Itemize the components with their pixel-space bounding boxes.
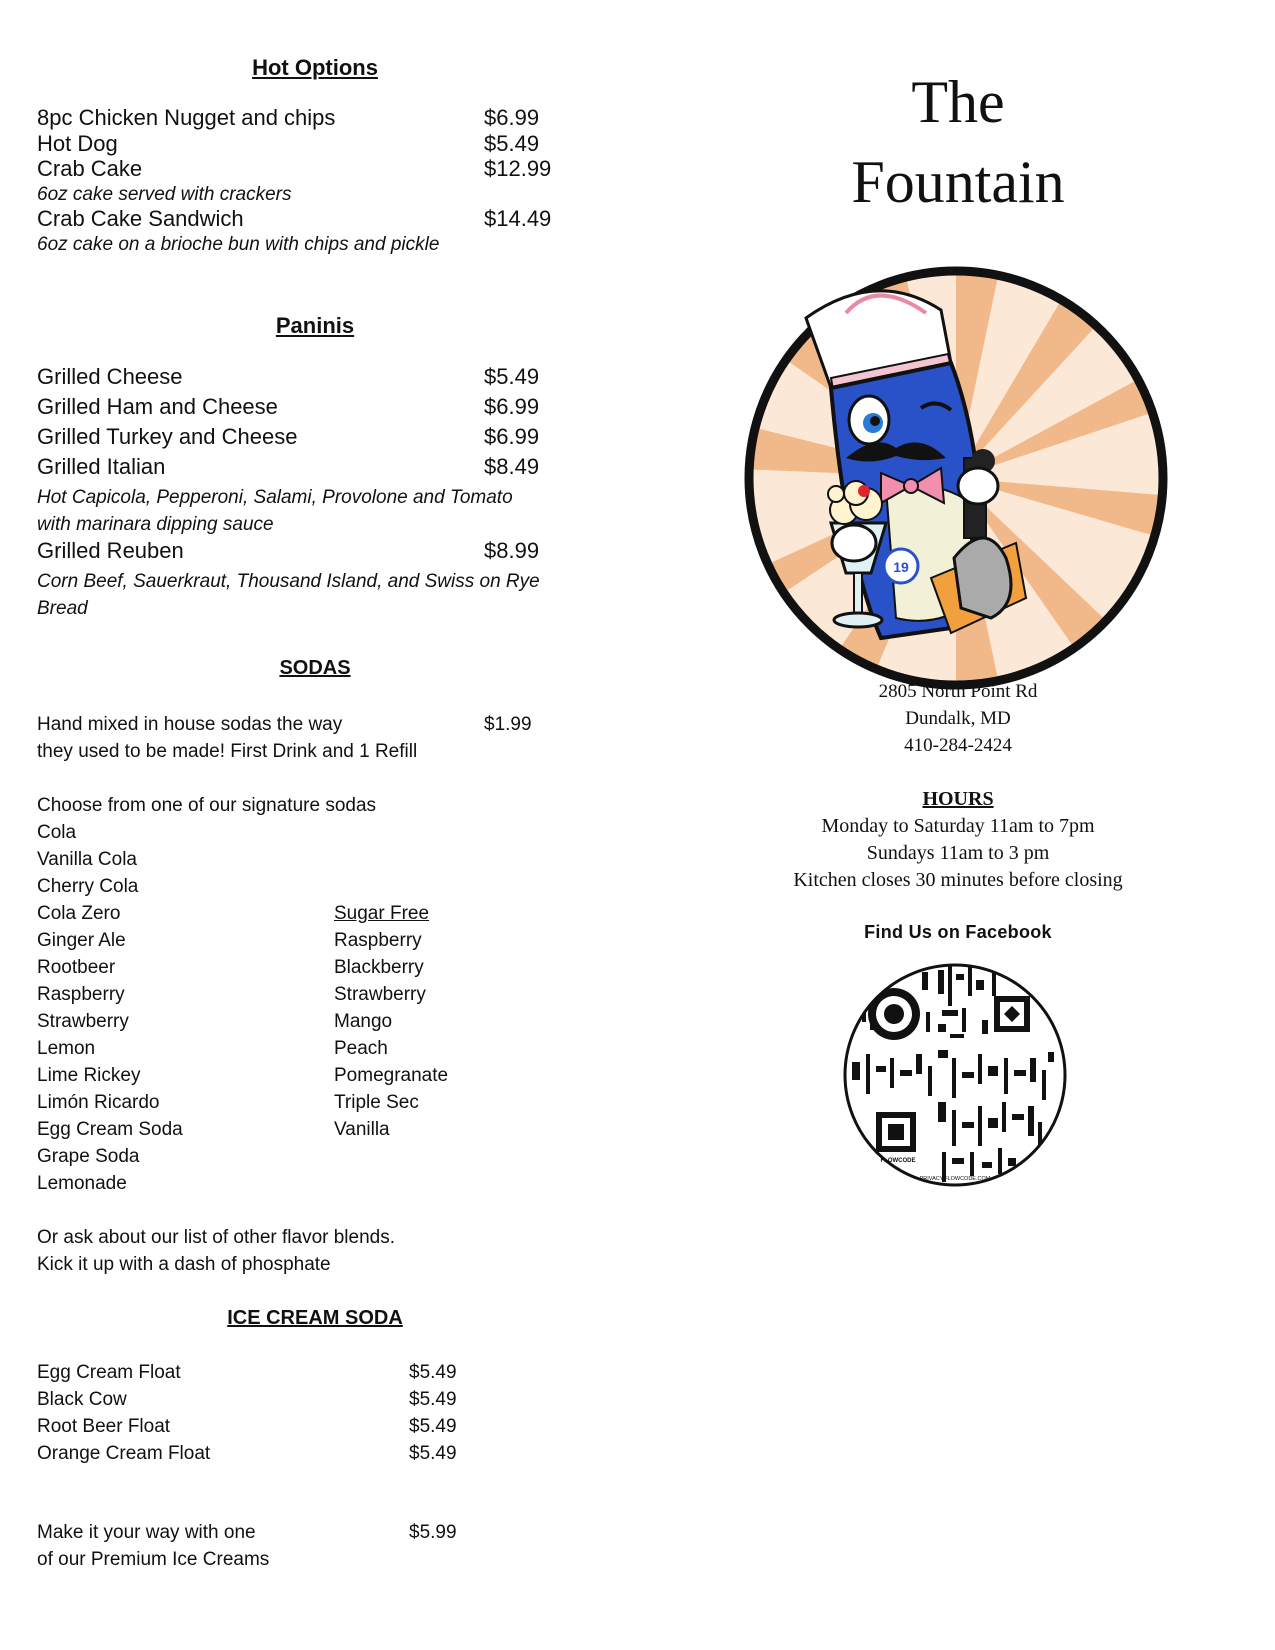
logo-badge-text: 19 xyxy=(893,559,909,575)
soda-flavor: Strawberry xyxy=(37,1011,129,1032)
menu-item-name: Grilled Ham and Cheese xyxy=(37,394,278,419)
phone-text: 410-284-2424 xyxy=(904,735,1012,756)
menu-item-price: $6.99 xyxy=(484,424,540,449)
menu-item-price: $8.49 xyxy=(484,454,540,479)
sugar-free-flavor: Vanilla xyxy=(334,1119,390,1140)
menu-item-price: $5.49 xyxy=(484,131,540,156)
hours-line: Kitchen closes 30 minutes before closing xyxy=(793,869,1123,891)
hours-title: HOURS xyxy=(922,788,994,810)
soda-flavor: Lemon xyxy=(37,1038,96,1059)
hot-options-title: Hot Options xyxy=(252,55,378,80)
soda-flavor: Limón Ricardo xyxy=(37,1092,160,1113)
sugar-free-flavor: Strawberry xyxy=(334,984,426,1005)
premium-line: of our Premium Ice Creams xyxy=(37,1549,270,1570)
menu-item-description: Bread xyxy=(37,598,88,619)
menu-item-price: $6.99 xyxy=(484,105,540,130)
menu-item-name: Crab Cake Sandwich xyxy=(37,206,244,231)
float-item-name: Root Beer Float xyxy=(37,1416,171,1437)
float-item-price: $5.49 xyxy=(409,1389,457,1410)
soda-flavor: Lime Rickey xyxy=(37,1065,141,1086)
hours-line: Sundays 11am to 3 pm xyxy=(866,842,1050,864)
sugar-free-flavor: Raspberry xyxy=(334,930,422,951)
brand-title-line2: Fountain xyxy=(851,149,1065,215)
menu-item-description: 6oz cake served with crackers xyxy=(37,184,292,205)
soda-flavor: Rootbeer xyxy=(37,957,116,978)
sugar-free-flavor: Pomegranate xyxy=(334,1065,449,1086)
sugar-free-flavor: Mango xyxy=(334,1011,393,1032)
float-item-name: Black Cow xyxy=(37,1389,127,1410)
mascot-logo xyxy=(736,258,1176,698)
menu-item-name: 8pc Chicken Nugget and chips xyxy=(37,105,336,130)
menu-item-description: 6oz cake on a brioche bun with chips and pickle xyxy=(37,234,440,255)
menu-item-price: $5.49 xyxy=(484,364,540,389)
paninis-title: Paninis xyxy=(275,313,355,338)
float-item-price: $5.49 xyxy=(409,1362,457,1383)
sugar-free-title: Sugar Free xyxy=(334,903,430,924)
sugar-free-flavor: Blackberry xyxy=(334,957,424,978)
menu-item-name: Crab Cake xyxy=(37,156,143,181)
menu-item-price: $6.99 xyxy=(484,394,540,419)
qr-brand-text: FLOWCODE xyxy=(880,1158,916,1164)
float-item-price: $5.49 xyxy=(409,1443,457,1464)
soda-flavor: Cola Zero xyxy=(37,903,121,924)
menu-item-name: Grilled Italian xyxy=(37,454,166,479)
float-item-name: Egg Cream Float xyxy=(37,1362,181,1383)
brand-title-line1: The xyxy=(911,69,1005,135)
sugar-free-flavor: Triple Sec xyxy=(334,1092,419,1113)
sodas-ask-text: Kick it up with a dash of phosphate xyxy=(37,1254,331,1275)
premium-line: Make it your way with one xyxy=(37,1522,256,1543)
sodas-choose-text: Choose from one of our signature sodas xyxy=(37,795,377,816)
qr-footer-text: PRIVACY.FLOWCODE.COM xyxy=(919,1176,991,1182)
menu-item-description: Corn Beef, Sauerkraut, Thousand Island, and Swiss on Rye xyxy=(37,571,540,592)
sodas-ask-text: Or ask about our list of other flavor blends. xyxy=(37,1227,396,1248)
hours-line: Monday to Saturday 11am to 7pm xyxy=(821,815,1095,837)
sodas-intro-line: they used to be made! First Drink and 1 Refill xyxy=(37,741,418,762)
qr-finder-bottom-left xyxy=(876,1112,916,1152)
sugar-free-flavor: Peach xyxy=(334,1038,388,1059)
menu-item-description: Hot Capicola, Pepperoni, Salami, Provolone and Tomato xyxy=(37,487,513,508)
menu-item-name: Grilled Turkey and Cheese xyxy=(37,424,298,449)
address-text: 2805 North Point Rd xyxy=(878,681,1038,702)
menu-item-price: $12.99 xyxy=(484,156,552,181)
menu-item-name: Hot Dog xyxy=(37,131,118,156)
facebook-qr-code[interactable] xyxy=(842,962,1068,1192)
soda-flavor: Ginger Ale xyxy=(37,930,126,951)
menu-item-price: $8.99 xyxy=(484,538,540,563)
soda-flavor: Raspberry xyxy=(37,984,125,1005)
menu-item-name: Grilled Reuben xyxy=(37,538,184,563)
soda-flavor: Cherry Cola xyxy=(37,876,139,897)
menu-item-description: with marinara dipping sauce xyxy=(37,514,274,535)
qr-finder-top-right xyxy=(994,996,1030,1032)
float-item-name: Orange Cream Float xyxy=(37,1443,211,1464)
menu-item-name: Grilled Cheese xyxy=(37,364,183,389)
soda-flavor: Lemonade xyxy=(37,1173,127,1194)
menu-item-price: $14.49 xyxy=(484,206,552,231)
qr-finder-top-left xyxy=(868,988,920,1040)
sodas-intro-line: Hand mixed in house sodas the way xyxy=(37,714,343,735)
facebook-label: Find Us on Facebook xyxy=(864,922,1052,942)
float-item-price: $5.49 xyxy=(409,1416,457,1437)
soda-flavor: Vanilla Cola xyxy=(37,849,137,870)
sodas-intro-price: $1.99 xyxy=(484,714,532,735)
soda-flavor: Egg Cream Soda xyxy=(37,1119,183,1140)
soda-flavor: Grape Soda xyxy=(37,1146,140,1167)
sodas-title: SODAS xyxy=(279,657,351,679)
city-text: Dundalk, MD xyxy=(905,708,1011,729)
premium-price: $5.99 xyxy=(409,1522,457,1543)
soda-flavor: Cola xyxy=(37,822,77,843)
ice-cream-soda-title: ICE CREAM SODA xyxy=(227,1307,403,1329)
